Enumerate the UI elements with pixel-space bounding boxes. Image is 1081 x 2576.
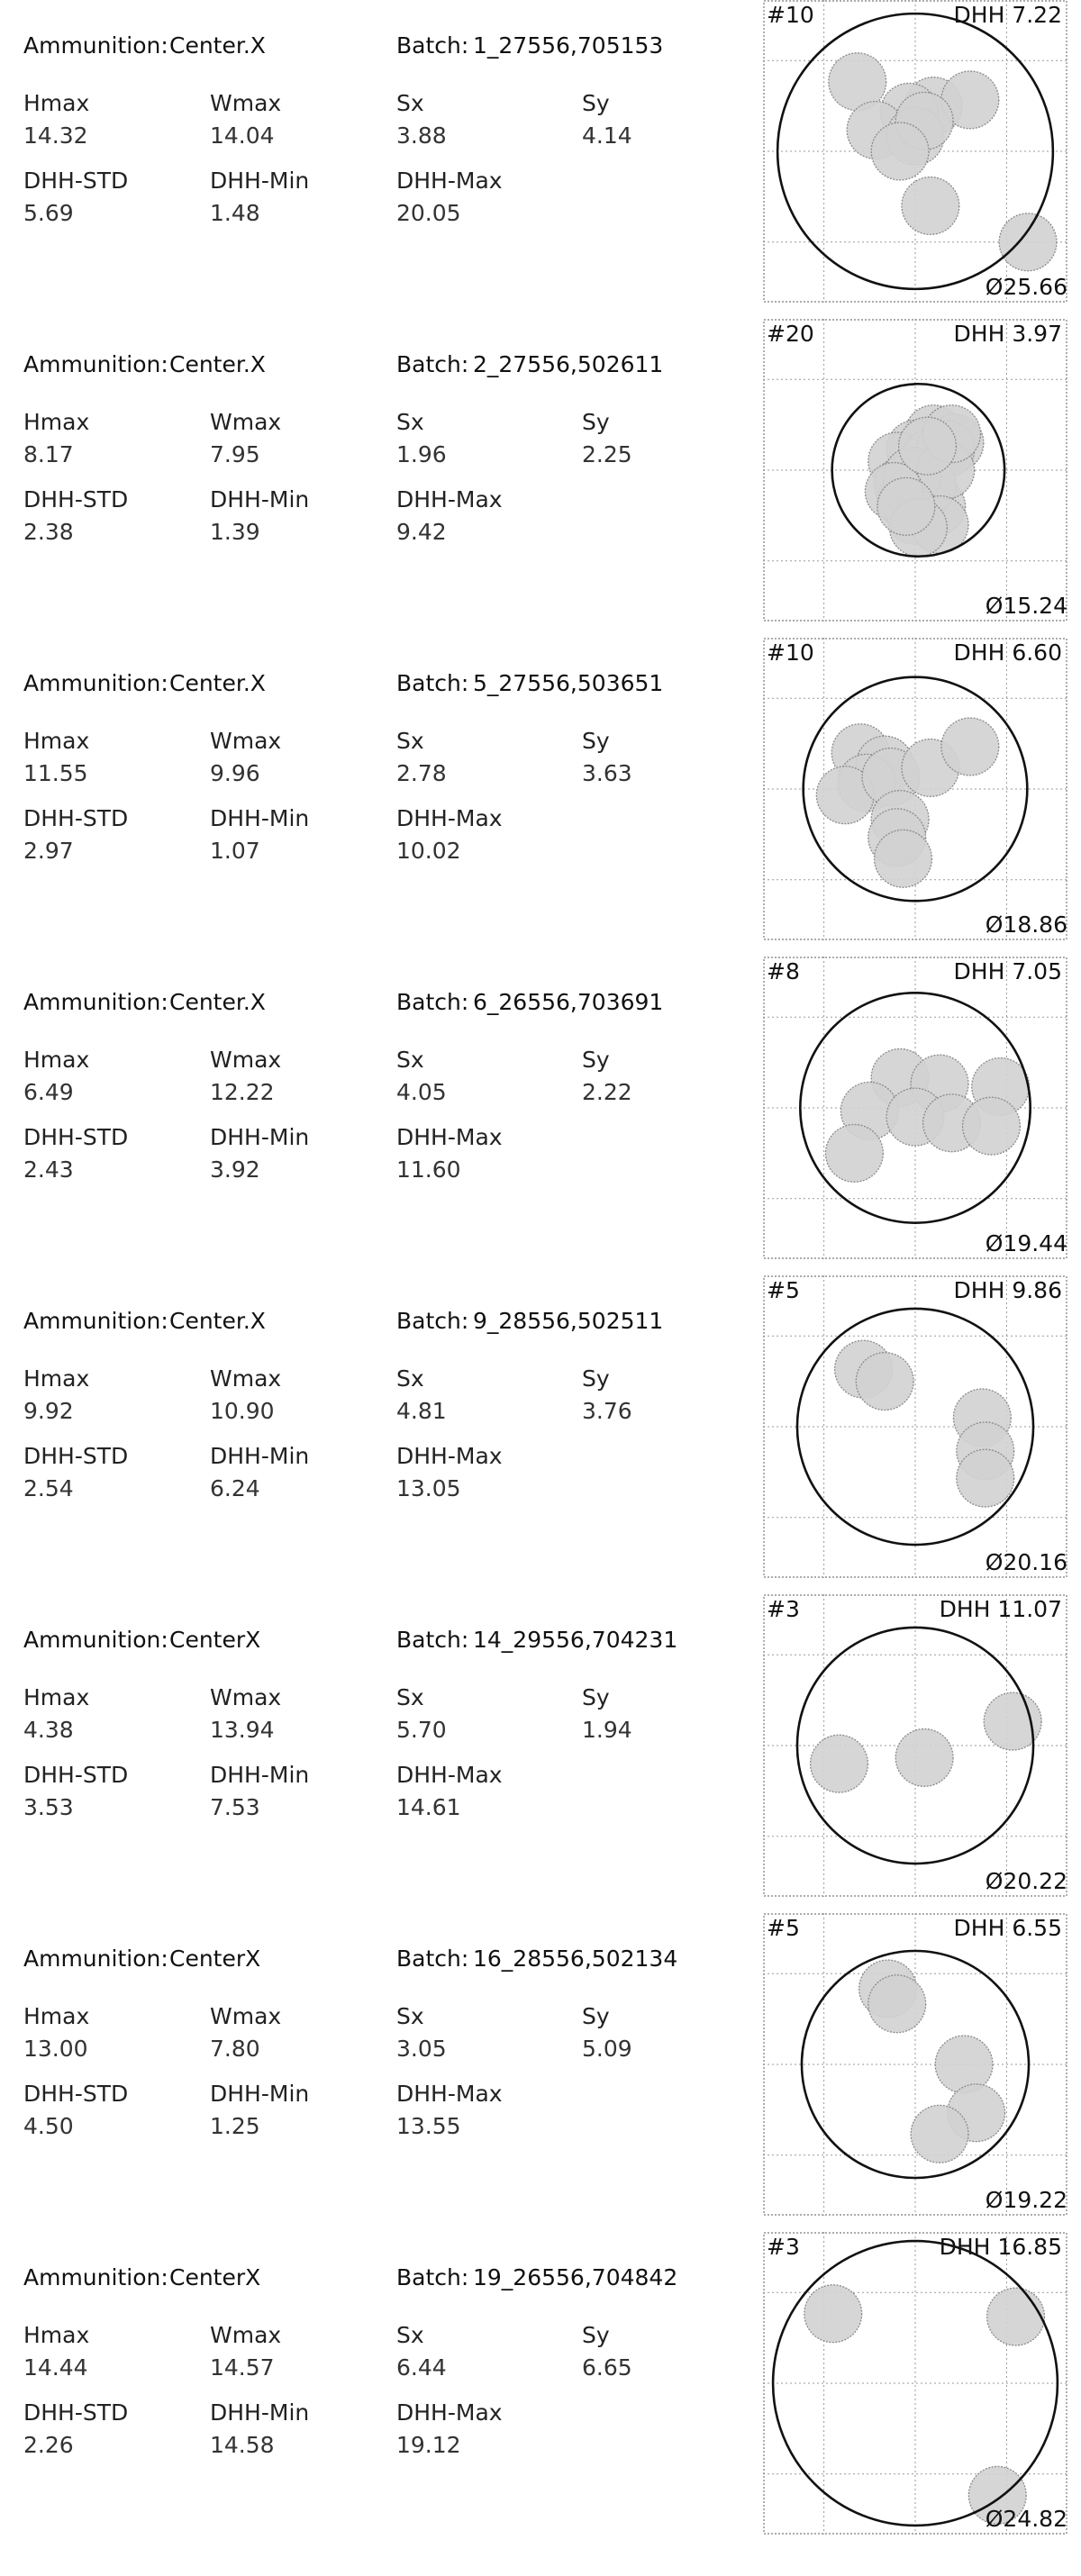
shot-count: #3 [767, 1596, 800, 1622]
batch-value: 1_27556,705153 [473, 32, 664, 59]
ammunition-value: Center.X [169, 351, 266, 377]
sy-label: Sy [582, 1365, 610, 1392]
wmax-value: 14.04 [210, 122, 275, 149]
dhh-std-label: DHH-STD [23, 486, 129, 512]
dhh-value-label: DHH 11.07 [939, 1596, 1062, 1622]
dhh-std-value: 2.38 [23, 519, 74, 545]
target-record [0, 638, 1081, 957]
dhh-min-value: 7.53 [210, 1794, 260, 1820]
bullet-hole [877, 477, 935, 535]
wmax-value: 14.57 [210, 2354, 275, 2381]
wmax-value: 9.96 [210, 760, 260, 786]
dhh-min-label: DHH-Min [210, 2399, 310, 2426]
sx-value: 5.70 [396, 1717, 447, 1743]
target-diagram [763, 2232, 1067, 2535]
target-grid-svg [763, 319, 1067, 621]
ammunition-value: CenterX [169, 1627, 261, 1653]
batch-value: 16_28556,502134 [473, 1946, 678, 1972]
sy-value: 6.65 [582, 2354, 632, 2381]
target-grid-svg [763, 1594, 1067, 1897]
ammunition-label: Ammunition: [23, 1308, 168, 1334]
ammunition-value: Center.X [169, 670, 266, 696]
dhh-value-label: DHH 6.60 [953, 639, 1062, 666]
sx-value: 3.05 [396, 2036, 447, 2062]
dhh-std-label: DHH-STD [23, 2399, 129, 2426]
target-diagram [763, 957, 1067, 1259]
bullet-hole [868, 1975, 926, 2033]
dhh-max-value: 19.12 [396, 2432, 461, 2458]
sy-value: 2.22 [582, 1079, 632, 1105]
dhh-std-label: DHH-STD [23, 1124, 129, 1150]
dhh-min-value: 6.24 [210, 1475, 260, 1501]
dhh-std-value: 3.53 [23, 1794, 74, 1820]
shot-count: #10 [767, 639, 814, 666]
target-record [0, 1594, 1081, 1913]
sx-value: 2.78 [396, 760, 447, 786]
shot-count: #3 [767, 2234, 800, 2260]
dhh-std-value: 2.43 [23, 1156, 74, 1183]
hmax-value: 14.32 [23, 122, 88, 149]
sx-value: 4.81 [396, 1398, 447, 1424]
hmax-value: 8.17 [23, 441, 74, 467]
bullet-hole [987, 2288, 1045, 2345]
dhh-value-label: DHH 6.55 [953, 1915, 1062, 1941]
batch-value: 2_27556,502611 [473, 351, 664, 377]
dhh-std-label: DHH-STD [23, 1762, 129, 1788]
dhh-min-label: DHH-Min [210, 805, 310, 831]
dhh-min-value: 1.48 [210, 200, 260, 226]
sx-label: Sx [396, 90, 424, 116]
dhh-max-value: 20.05 [396, 200, 461, 226]
hmax-label: Hmax [23, 728, 90, 754]
sx-label: Sx [396, 409, 424, 435]
dhh-min-label: DHH-Min [210, 2081, 310, 2107]
sx-label: Sx [396, 1684, 424, 1710]
ammunition-label: Ammunition: [23, 989, 168, 1015]
target-record [0, 319, 1081, 638]
hmax-label: Hmax [23, 90, 90, 116]
shot-count: #8 [767, 958, 800, 984]
group-diameter-label: Ø20.16 [985, 1549, 1067, 1575]
group-diameter-label: Ø19.44 [985, 1230, 1067, 1256]
sy-label: Sy [582, 2322, 610, 2348]
bullet-hole [895, 1729, 953, 1787]
dhh-value-label: DHH 9.86 [953, 1277, 1062, 1303]
sx-value: 1.96 [396, 441, 447, 467]
sy-value: 3.76 [582, 1398, 632, 1424]
wmax-value: 10.90 [210, 1398, 275, 1424]
batch-label: Batch: [396, 1946, 469, 1972]
target-grid-svg [763, 0, 1067, 303]
bullet-hole [999, 213, 1057, 271]
batch-label: Batch: [396, 1627, 469, 1653]
dhh-max-value: 11.60 [396, 1156, 461, 1183]
bullet-hole [871, 122, 929, 180]
dhh-max-label: DHH-Max [396, 1443, 503, 1469]
dhh-min-value: 1.39 [210, 519, 260, 545]
target-grid-svg [763, 957, 1067, 1259]
dhh-std-value: 4.50 [23, 2113, 74, 2139]
dhh-std-value: 2.26 [23, 2432, 74, 2458]
group-diameter-label: Ø18.86 [985, 912, 1067, 938]
batch-value: 5_27556,503651 [473, 670, 664, 696]
hmax-label: Hmax [23, 409, 90, 435]
wmax-label: Wmax [210, 1047, 282, 1073]
dhh-std-label: DHH-STD [23, 805, 129, 831]
dhh-max-value: 14.61 [396, 1794, 461, 1820]
batch-value: 14_29556,704231 [473, 1627, 678, 1653]
dhh-min-value: 1.07 [210, 838, 260, 864]
bullet-hole [899, 417, 957, 475]
dhh-max-value: 10.02 [396, 838, 461, 864]
sy-label: Sy [582, 90, 610, 116]
dhh-min-value: 14.58 [210, 2432, 275, 2458]
dhh-max-label: DHH-Max [396, 1762, 503, 1788]
hmax-value: 6.49 [23, 1079, 74, 1105]
dhh-max-label: DHH-Max [396, 805, 503, 831]
sy-value: 3.63 [582, 760, 632, 786]
ammunition-value: CenterX [169, 1946, 261, 1972]
shot-count: #5 [767, 1277, 800, 1303]
bullet-hole [911, 2105, 968, 2163]
bullet-hole [856, 1353, 913, 1410]
ammunition-label: Ammunition: [23, 1627, 168, 1653]
wmax-label: Wmax [210, 728, 282, 754]
ammunition-label: Ammunition: [23, 670, 168, 696]
target-record [0, 1275, 1081, 1594]
sy-value: 2.25 [582, 441, 632, 467]
hmax-label: Hmax [23, 1684, 90, 1710]
dhh-value-label: DHH 3.97 [953, 321, 1062, 347]
target-record [0, 0, 1081, 319]
target-record [0, 2232, 1081, 2551]
wmax-value: 7.95 [210, 441, 260, 467]
bullet-hole [957, 1449, 1014, 1507]
dhh-min-label: DHH-Min [210, 1762, 310, 1788]
hmax-value: 9.92 [23, 1398, 74, 1424]
sx-label: Sx [396, 728, 424, 754]
target-diagram [763, 1913, 1067, 2216]
bullet-hole [825, 1124, 883, 1182]
sx-label: Sx [396, 2003, 424, 2029]
wmax-label: Wmax [210, 1684, 282, 1710]
bullet-hole [804, 2285, 862, 2343]
bullet-hole [963, 1097, 1021, 1155]
ammunition-label: Ammunition: [23, 351, 168, 377]
batch-label: Batch: [396, 32, 469, 59]
hmax-value: 4.38 [23, 1717, 74, 1743]
sx-label: Sx [396, 1365, 424, 1392]
dhh-min-value: 3.92 [210, 1156, 260, 1183]
sy-label: Sy [582, 728, 610, 754]
target-grid-svg [763, 638, 1067, 940]
group-diameter-label: Ø25.66 [985, 274, 1067, 300]
hmax-label: Hmax [23, 2003, 90, 2029]
dhh-max-label: DHH-Max [396, 1124, 503, 1150]
sy-value: 5.09 [582, 2036, 632, 2062]
ammunition-value: Center.X [169, 32, 266, 59]
hmax-value: 14.44 [23, 2354, 88, 2381]
target-record [0, 1913, 1081, 2232]
dhh-max-value: 13.55 [396, 2113, 461, 2139]
dhh-std-label: DHH-STD [23, 168, 129, 194]
batch-label: Batch: [396, 1308, 469, 1334]
batch-value: 9_28556,502511 [473, 1308, 664, 1334]
target-diagram [763, 0, 1067, 303]
ammunition-label: Ammunition: [23, 32, 168, 59]
dhh-std-label: DHH-STD [23, 2081, 129, 2107]
hmax-value: 11.55 [23, 760, 88, 786]
sx-label: Sx [396, 1047, 424, 1073]
dhh-max-label: DHH-Max [396, 168, 503, 194]
wmax-value: 12.22 [210, 1079, 275, 1105]
target-diagram [763, 638, 1067, 940]
dhh-std-value: 2.54 [23, 1475, 74, 1501]
target-record [0, 957, 1081, 1275]
target-grid-svg [763, 1913, 1067, 2216]
bullet-hole [875, 830, 932, 887]
dhh-min-label: DHH-Min [210, 1443, 310, 1469]
wmax-value: 7.80 [210, 2036, 260, 2062]
group-diameter-label: Ø24.82 [985, 2506, 1067, 2532]
wmax-label: Wmax [210, 1365, 282, 1392]
target-diagram [763, 1594, 1067, 1897]
dhh-min-label: DHH-Min [210, 168, 310, 194]
hmax-label: Hmax [23, 1047, 90, 1073]
hmax-label: Hmax [23, 2322, 90, 2348]
target-grid-svg [763, 2232, 1067, 2535]
dhh-max-label: DHH-Max [396, 2399, 503, 2426]
dhh-max-label: DHH-Max [396, 2081, 503, 2107]
sy-value: 1.94 [582, 1717, 632, 1743]
batch-label: Batch: [396, 989, 469, 1015]
target-diagram [763, 319, 1067, 621]
ammunition-value: Center.X [169, 1308, 266, 1334]
hmax-label: Hmax [23, 1365, 90, 1392]
dhh-min-label: DHH-Min [210, 486, 310, 512]
wmax-value: 13.94 [210, 1717, 275, 1743]
ammunition-value: Center.X [169, 989, 266, 1015]
bullet-hole [811, 1735, 868, 1792]
shot-count: #10 [767, 2, 814, 28]
sx-value: 6.44 [396, 2354, 447, 2381]
ammunition-label: Ammunition: [23, 1946, 168, 1972]
dhh-max-value: 13.05 [396, 1475, 461, 1501]
group-diameter-label: Ø20.22 [985, 1868, 1067, 1894]
shot-count: #20 [767, 321, 814, 347]
dhh-min-value: 1.25 [210, 2113, 260, 2139]
bullet-hole [935, 2036, 993, 2093]
bullet-hole [941, 718, 999, 776]
sy-label: Sy [582, 1684, 610, 1710]
sx-label: Sx [396, 2322, 424, 2348]
sx-value: 3.88 [396, 122, 447, 149]
dhh-std-label: DHH-STD [23, 1443, 129, 1469]
ammunition-label: Ammunition: [23, 2264, 168, 2290]
batch-value: 6_26556,703691 [473, 989, 664, 1015]
dhh-value-label: DHH 7.05 [953, 958, 1062, 984]
batch-label: Batch: [396, 351, 469, 377]
wmax-label: Wmax [210, 409, 282, 435]
batch-label: Batch: [396, 670, 469, 696]
ammunition-value: CenterX [169, 2264, 261, 2290]
hmax-value: 13.00 [23, 2036, 88, 2062]
wmax-label: Wmax [210, 2003, 282, 2029]
bullet-hole [902, 177, 959, 235]
dhh-value-label: DHH 7.22 [953, 2, 1062, 28]
dhh-min-label: DHH-Min [210, 1124, 310, 1150]
group-diameter-label: Ø19.22 [985, 2187, 1067, 2213]
target-diagram [763, 1275, 1067, 1578]
sx-value: 4.05 [396, 1079, 447, 1105]
sy-value: 4.14 [582, 122, 632, 149]
dhh-max-value: 9.42 [396, 519, 447, 545]
sy-label: Sy [582, 1047, 610, 1073]
wmax-label: Wmax [210, 2322, 282, 2348]
target-grid-svg [763, 1275, 1067, 1578]
group-diameter-label: Ø15.24 [985, 593, 1067, 619]
batch-value: 19_26556,704842 [473, 2264, 678, 2290]
dhh-value-label: DHH 16.85 [939, 2234, 1062, 2260]
dhh-max-label: DHH-Max [396, 486, 503, 512]
sy-label: Sy [582, 2003, 610, 2029]
dhh-std-value: 5.69 [23, 200, 74, 226]
wmax-label: Wmax [210, 90, 282, 116]
dhh-std-value: 2.97 [23, 838, 74, 864]
batch-label: Batch: [396, 2264, 469, 2290]
shot-count: #5 [767, 1915, 800, 1941]
sy-label: Sy [582, 409, 610, 435]
